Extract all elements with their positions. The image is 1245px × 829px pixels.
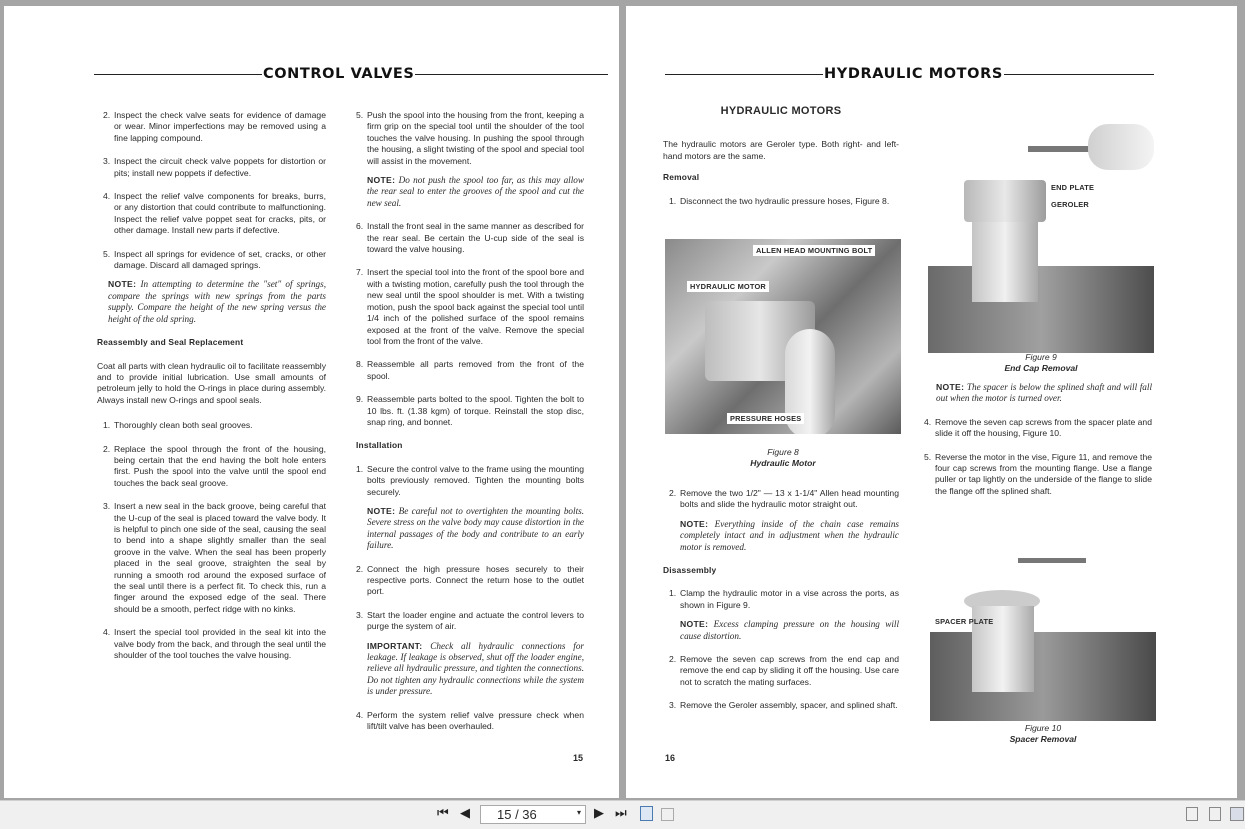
note: NOTE: Excess clamping pressure on the housing will cause distortion. [680,619,900,641]
list-item [103,627,326,661]
list-item-number: 3. [356,609,364,620]
list-item-number: 4. [103,191,111,202]
list-item-text: Inspect the circuit check valve poppets for distortion or pits; install new poppets if defective. [114,156,326,178]
figure-8-photo [665,239,901,434]
figure-label: SPACER PLATE [935,617,994,626]
figure-label: HYDRAULIC MOTOR [687,281,769,292]
left-column-lower [663,488,899,724]
section-heading: HYDRAULIC MOTORS [720,105,842,117]
list-item-number: 3. [669,700,677,711]
section-title: Removal [663,172,700,183]
figure-8-caption: Figure 8 Hydraulic Motor [750,447,816,468]
list-item-text: Start the loader engine and actuate the control levers to purge the system of air. [367,609,584,632]
list-item [924,452,1152,498]
figure-label: ALLEN HEAD MOUNTING BOLT [753,245,875,256]
list-item-number: 9. [356,394,364,405]
left-column [663,106,899,219]
list-item: 1. Disconnect the two hydraulic pressure hoses, Figure 8. [669,195,890,206]
list-item [103,420,326,431]
list-item [924,417,1152,440]
page-header [94,66,608,82]
list-item [103,444,326,490]
vise-shape [928,266,1154,353]
page-header-title: HYDRAULIC MOTORS [824,66,1003,82]
header-rule [665,74,823,75]
important-note: IMPORTANT: Check all hydraulic connections for leakage. If leakage is observed, shut off the loader engine, relieve all hydraulic pressure, and tighten the connections. Do not tighten any hydraulic connections while the system is under pressure. [367,640,584,697]
list-item: 4. Perform the system relief valve pressure check when lift/tilt valve has been overhauled. [356,709,584,732]
right-column [924,382,1152,509]
note: NOTE: Do not push the spool too far, as this may allow the rear seal to enter the grooves of the spool and cut the new seal. [367,175,584,208]
list-item-number: 2. [103,443,111,454]
pdf-page-16 [626,6,1237,798]
list-item-number: 2. [103,110,111,120]
left-column [97,110,326,673]
page-selector[interactable] [480,805,586,824]
header-rule [94,74,262,75]
previous-page-button[interactable]: ◀ [460,805,470,820]
list-item-text: Inspect all springs for evidence of set, cracks, or other damage. Discard all damaged springs. [114,248,326,271]
figure-10-caption: Figure 10 Spacer Removal [1009,723,1077,744]
list-item [669,654,899,688]
list-item [103,191,326,237]
list-item-number: 3. [103,501,111,512]
list-item-number: 4. [103,627,111,638]
list-item-text: Connect the high pressure hoses securely to their respective ports. Connect the return hose to the outlet port. [367,563,584,597]
right-column [356,110,584,744]
note: NOTE: The spacer is below the splined shaft and will fall out when the motor is turned over. [936,382,1152,404]
list-item-text: Install the front seal in the same manner as described for the rear seal. Be certain the U-cup side of the seal is toward the valve housing. [367,221,584,255]
list-item-text: Remove the seven cap screws from the spacer plate and slide it off the housing, Figure 10. [935,416,1152,439]
section-title: Disassembly [663,565,717,576]
last-page-button[interactable]: ⏭ [615,805,627,820]
page-selector-value: 15 / 36 [497,807,537,822]
list-item-text: Reassemble parts bolted to the spool. Tighten the bolt to 10 lbs. ft. (1.38 kgm) of torque. Reinstall the stop disc, snap ring, and bonnet. [367,394,584,427]
header-rule [1004,74,1154,75]
section-title: Installation [356,440,403,451]
page-header-title: CONTROL VALVES [263,66,415,82]
header-rule [415,74,608,75]
note: NOTE: Everything inside of the chain case remains completely intact and in adjustment when the hydraulic motor is removed. [680,518,900,552]
list-item-number: 8. [356,359,364,370]
list-item-number: 6. [356,221,364,232]
list-item [103,249,326,272]
two-page-view-icon[interactable] [1230,807,1244,821]
list-item [669,700,899,711]
pdf-viewer-toolbar [0,800,1245,829]
list-item [103,110,326,144]
chevron-down-icon[interactable]: ▾ [576,808,581,817]
section-title: Reassembly and Seal Replacement [97,337,244,348]
list-item [356,564,584,598]
page-header [665,66,1154,82]
list-item: 1. Clamp the hydraulic motor in a vise across the ports, as shown in Figure 9. [669,588,899,610]
list-item-number: 2. [356,563,364,574]
figure-label: GEROLER [1051,200,1089,209]
single-page-view-icon[interactable] [1186,807,1198,821]
first-page-button[interactable]: ⏮ [437,805,449,820]
continuous-view-icon[interactable] [1209,807,1221,821]
figure-label: END PLATE [1051,183,1095,192]
list-item [356,267,584,347]
hand-shape [1088,124,1154,170]
note: NOTE: Be careful not to overtighten the mounting bolts. Severe stress on the valve body may cause distortion in the internal passages of the body and contribute to an early failure. [367,505,584,551]
remove-page-icon[interactable] [661,808,674,821]
geroler-shape [964,180,1046,222]
list-item-number: 2. [669,654,677,665]
paragraph: Coat all parts with clean hydraulic oil to facilitate reassembly and to provide initial lubrication. Use small amounts of petroleum jelly to hold the O-rings in place during assembly. Always install new O-rings and spool seals. [97,360,326,405]
wrench-shape [1018,558,1086,563]
figure-10-photo [930,536,1156,721]
list-item-number: 5. [924,451,932,462]
list-item: 5. Push the spool into the housing from the front, keeping a firm grip on the special tool until the shoulder of the tool touches the valve housing. In pushing the spool through the housing, a slight twisting of the spool and special tool will assist in the movement. [356,110,584,166]
list-item-text: Replace the spool through the front of the housing, being certain that the end having the bolt hole enters first. Push the spool into the valve until the spool end touches the back seal groove. [114,443,326,488]
list-item [103,156,326,179]
list-item-text: Insert a new seal in the back groove, being careful that the U-cup of the seal is placed toward the valve body. It is helpful to pinch one side of the seal, causing the seal to bend into a shape slightly smaller than the seal groove in the valve. When the seal has been properly placed in the seal groove, straighten the seal by running a smooth rod around the exposed surface of the seal until there is a perfect fit. To check this, run a finger around the exposed edge of the seal. There should be a smooth, perfect ridge with no kinks. [114,501,326,614]
list-item [356,221,584,255]
list-item-number: 7. [356,267,364,278]
figure-label: PRESSURE HOSES [727,413,804,424]
list-item-text: Thoroughly clean both seal grooves. [114,420,253,431]
list-item-text: Reassemble all parts removed from the front of the spool. [367,359,584,381]
paragraph: The hydraulic motors are Geroler type. Both right- and left-hand motors are the same. [663,139,899,161]
list-item-text: Remove the seven cap screws from the end cap and remove the end cap by sliding it off the housing. Use care not to scratch the mating surfaces. [680,654,899,687]
figure-9-photo [928,116,1154,353]
list-item-text: Inspect the check valve seats for evidence of damage or wear. Minor imperfections may be removed using a fine lapping compound. [114,110,326,143]
motor-body-shape [972,222,1038,302]
list-item-text: Insert the special tool provided in the seal kit into the valve body from the back, and through the seal until the shoulder of the tool touches the valve housing. [114,627,326,661]
list-item-text: Inspect the relief valve components for breaks, burrs, or any distortion that could contribute to malfunctioning. Inspect the relief valve poppet seat for cracks, pits, or other damage. Install new parts if defective. [114,191,326,236]
page-number: 16 [665,753,676,763]
figure-9-caption: Figure 9 End Cap Removal [1004,352,1078,373]
list-item [103,501,326,615]
list-item-text: Remove the Geroler assembly, spacer, and splined shaft. [680,700,898,711]
pdf-page-15 [4,6,619,798]
list-item [356,610,584,633]
page-number: 15 [573,753,584,763]
vise-shape [930,632,1156,721]
list-item-text: Insert the special tool into the front of the spool bore and with a twisting motion, carefully push the tool through the new seal until the spool shoulder is met. With a twisting motion, push the spool back against the special tool until 1/4 inch of the polished surface of the spool remains exposed at the front of the valve. Remove the special tool from the front of the valve. [367,267,584,346]
next-page-button[interactable]: ▶ [594,805,604,820]
note: NOTE: In attempting to determine the "set" of springs, compare the springs with new springs from the parts supply. Compare the height of the new spring versus the height of the old spring. [108,279,327,324]
list-item-text: Reverse the motor in the vise, Figure 11, and remove the four cap screws from the mounting flange. Use a flange puller or tap lightly on the underside of the flange to slide the flange off the splined shaft. [935,451,1152,496]
list-item-number: 5. [103,248,111,259]
list-item [356,394,584,428]
list-item: 2. Remove the two 1/2" — 13 x 1-1/4" Allen head mounting bolts and slide the hydraulic motor straight out. [669,488,899,510]
list-item-number: 4. [924,416,932,427]
list-item [356,359,584,382]
list-item-number: 3. [103,156,111,167]
list-item: 1. Secure the control valve to the frame using the mounting bolts previously removed. Tighten the mounting bolts securely. [356,463,584,497]
add-page-icon[interactable] [640,806,653,821]
list-item-number: 1. [103,420,111,431]
